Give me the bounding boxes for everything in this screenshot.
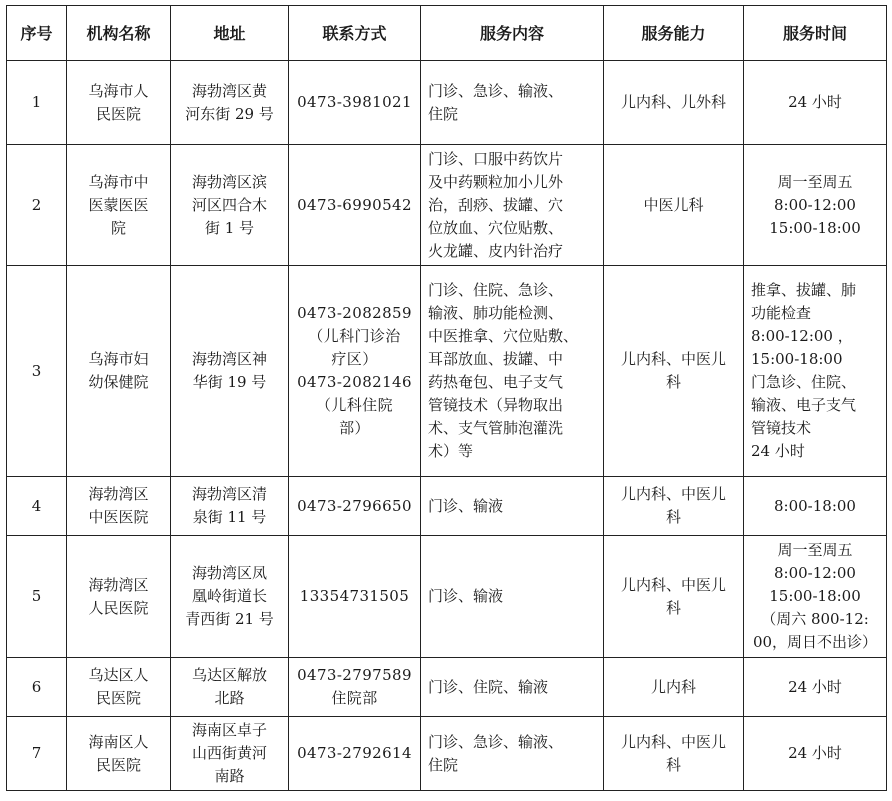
cell-contact: 0473-3981021 xyxy=(289,61,421,145)
header-hours: 服务时间 xyxy=(744,6,887,61)
cell-contact: 0473-6990542 xyxy=(289,145,421,266)
cell-capability: 儿内科、中医儿 科 xyxy=(604,717,744,791)
cell-content: 门诊、口服中药饮片 及中药颗粒加小儿外 治，刮痧、拔罐、穴 位放血、穴位贴敷、 火龙罐、皮内针治疗 xyxy=(421,145,604,266)
cell-capability: 儿内科、儿外科 xyxy=(604,61,744,145)
cell-hours: 24 小时 xyxy=(744,658,887,717)
table-row xyxy=(7,658,887,717)
table-row xyxy=(7,536,887,658)
cell-contact: 0473-2082859 （儿科门诊治 疗区） 0473-2082146 （儿科住院 部） xyxy=(289,266,421,477)
header-no: 序号 xyxy=(7,6,67,61)
cell-no: 5 xyxy=(7,536,67,658)
cell-content: 门诊、输液 xyxy=(421,477,604,536)
cell-hours: 周一至周五 8:00-12:00 15:00-18:00 xyxy=(744,145,887,266)
cell-contact: 0473-2792614 xyxy=(289,717,421,791)
cell-no: 1 xyxy=(7,61,67,145)
cell-content: 门诊、急诊、输液、 住院 xyxy=(421,717,604,791)
cell-capability: 儿内科 xyxy=(604,658,744,717)
table-row xyxy=(7,717,887,791)
cell-capability: 中医儿科 xyxy=(604,145,744,266)
header-capability: 服务能力 xyxy=(604,6,744,61)
cell-address: 乌达区解放 北路 xyxy=(171,658,289,717)
cell-contact: 0473-2797589 住院部 xyxy=(289,658,421,717)
table-row xyxy=(7,266,887,477)
cell-hours: 周一至周五 8:00-12:00 15:00-18:00 （周六 800-12: 00，周日不出诊） xyxy=(744,536,887,658)
table-row xyxy=(7,145,887,266)
cell-content: 门诊、急诊、输液、 住院 xyxy=(421,61,604,145)
cell-no: 7 xyxy=(7,717,67,791)
cell-name: 乌海市中 医蒙医医 院 xyxy=(67,145,171,266)
header-content: 服务内容 xyxy=(421,6,604,61)
cell-content: 门诊、住院、输液 xyxy=(421,658,604,717)
cell-capability: 儿内科、中医儿 科 xyxy=(604,266,744,477)
header-name: 机构名称 xyxy=(67,6,171,61)
cell-no: 4 xyxy=(7,477,67,536)
cell-address: 海南区卓子 山西街黄河 南路 xyxy=(171,717,289,791)
hospital-table xyxy=(6,5,887,791)
cell-hours: 24 小时 xyxy=(744,717,887,791)
cell-name: 海南区人 民医院 xyxy=(67,717,171,791)
header-address: 地址 xyxy=(171,6,289,61)
cell-name: 海勃湾区 中医医院 xyxy=(67,477,171,536)
header-row xyxy=(7,6,887,61)
cell-name: 乌达区人 民医院 xyxy=(67,658,171,717)
cell-no: 3 xyxy=(7,266,67,477)
header-contact: 联系方式 xyxy=(289,6,421,61)
cell-no: 6 xyxy=(7,658,67,717)
cell-hours: 推拿、拔罐、肺 功能检查 8:00-12:00 ， 15:00-18:00 门急诊、住院、 输液、电子支气 管镜技术 24 小时 xyxy=(744,266,887,477)
cell-content: 门诊、输液 xyxy=(421,536,604,658)
cell-capability: 儿内科、中医儿 科 xyxy=(604,536,744,658)
cell-address: 海勃湾区神 华街 19 号 xyxy=(171,266,289,477)
cell-contact: 0473-2796650 xyxy=(289,477,421,536)
cell-address: 海勃湾区清 泉街 11 号 xyxy=(171,477,289,536)
cell-address: 海勃湾区凤 凰岭街道长 青西街 21 号 xyxy=(171,536,289,658)
cell-no: 2 xyxy=(7,145,67,266)
cell-capability: 儿内科、中医儿 科 xyxy=(604,477,744,536)
cell-name: 乌海市妇 幼保健院 xyxy=(67,266,171,477)
cell-address: 海勃湾区滨 河区四合木 街 1 号 xyxy=(171,145,289,266)
cell-name: 海勃湾区 人民医院 xyxy=(67,536,171,658)
cell-contact: 13354731505 xyxy=(289,536,421,658)
cell-hours: 24 小时 xyxy=(744,61,887,145)
table-row xyxy=(7,61,887,145)
cell-address: 海勃湾区黄 河东街 29 号 xyxy=(171,61,289,145)
cell-content: 门诊、住院、急诊、 输液、肺功能检测、 中医推拿、穴位贴敷、 耳部放血、拔罐、中 药热奄包、电子支气 管镜技术（异物取出 术、支气管肺泡灌洗 术）等 xyxy=(421,266,604,477)
table-row xyxy=(7,477,887,536)
cell-hours: 8:00-18:00 xyxy=(744,477,887,536)
cell-name: 乌海市人 民医院 xyxy=(67,61,171,145)
